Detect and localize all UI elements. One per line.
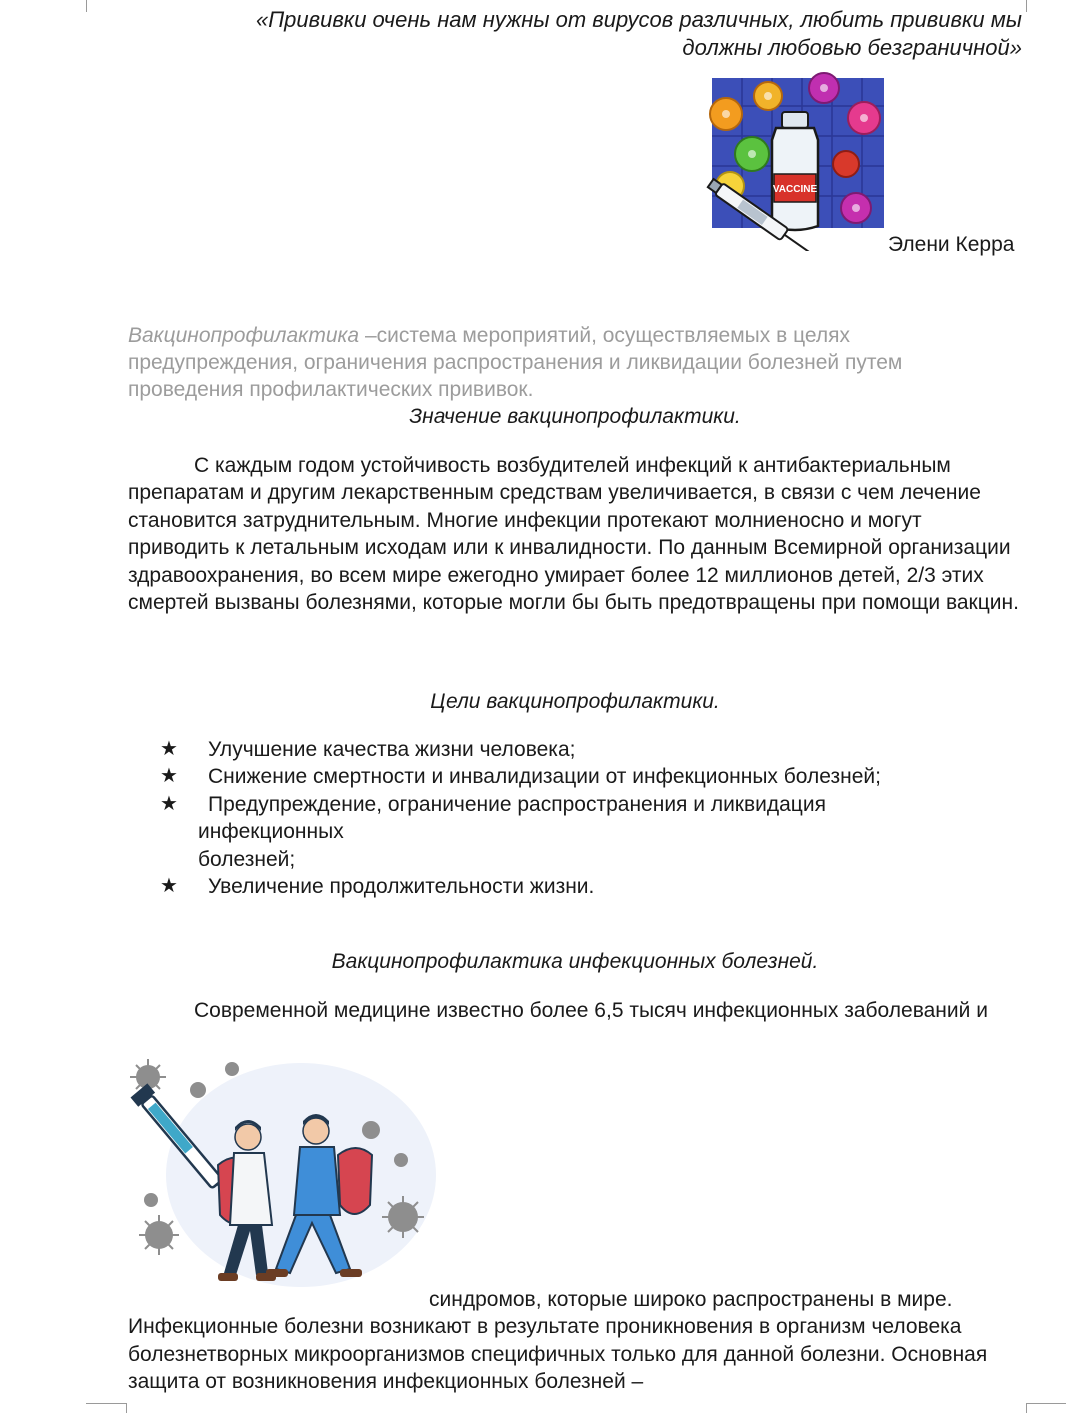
goal-item [160, 736, 1040, 763]
importance-paragraph [128, 452, 1028, 616]
definition-term: Вакцинопрофилактика [128, 324, 360, 347]
vaccine-illustration [696, 66, 891, 251]
goal-item [160, 791, 1040, 873]
goal-text: Предупреждение, ограничение распространения и ликвидация [208, 792, 826, 816]
goal-text-continuation: болезней; [198, 847, 296, 871]
goal-item [160, 873, 1040, 900]
section-heading-goals: Цели вакцинопрофилактики. [430, 690, 720, 713]
crop-mark-bottom-left-h [86, 1403, 126, 1404]
star-bullet-icon: ★ [160, 792, 178, 815]
goal-text-continuation: инфекционных [198, 820, 344, 844]
epigraph-line-1: «Прививки очень нам нужны от вирусов различных, любить прививки мы [255, 7, 1022, 32]
epigraph-line-2: должны любовью безграничной» [682, 35, 1022, 60]
goal-item [160, 763, 1040, 790]
infectious-paragraph-continuation [128, 1286, 1028, 1396]
definition-text: –система мероприятий, осуществляемых в целях предупреждения, ограничения распространения и ликвидации болезней путем проведения профилактических прививок. [128, 324, 903, 401]
star-bullet-icon: ★ [160, 765, 178, 788]
epigraph-quote [142, 6, 1022, 62]
goal-text: Увеличение продолжительности жизни. [208, 875, 595, 899]
infectious-text-first-line: синдромов, которые широко распространены в мире. [429, 1288, 953, 1311]
crop-mark-bottom-right-v [1026, 1403, 1027, 1413]
goal-text: Улучшение качества жизни человека; [208, 738, 576, 761]
epigraph-author: Элени Керра [888, 233, 1015, 256]
section-heading-importance: Значение вакцинопрофилактики. [409, 405, 741, 428]
infectious-text-rest: Инфекционные болезни возникают в результате проникновения в организм человека болезнетворных микроорганизмов специфичных только для данной болезни. Основная защита от возникновения инфекционных болезней – [128, 1315, 988, 1394]
star-bullet-icon: ★ [160, 738, 178, 760]
infectious-paragraph-start [128, 997, 1028, 1024]
crop-mark-top-right [1026, 0, 1027, 12]
definition-paragraph [128, 322, 1008, 403]
infectious-text-start: Современной медицине известно более 6,5 тысяч инфекционных заболеваний и [194, 999, 988, 1022]
goal-text: Снижение смертности и инвалидизации от инфекционных болезней; [208, 765, 881, 789]
doctors-illustration [126, 1055, 436, 1300]
goals-list [160, 736, 1040, 900]
star-bullet-icon: ★ [160, 875, 178, 898]
crop-mark-top-left [86, 0, 87, 12]
vaccine-label: VACCINE [772, 184, 818, 195]
section-heading-infectious: Вакцинопрофилактика инфекционных болезней. [331, 950, 819, 973]
crop-mark-bottom-right-h [1026, 1403, 1066, 1404]
crop-mark-bottom-left-v [126, 1403, 127, 1413]
importance-text: С каждым годом устойчивость возбудителей инфекций к антибактериальным препаратам и другим лекарственным средствам увеличивается, в связи с чем лечение становится затруднительным. Многие инфекции протекают молниеносно и могут приводить к летальным исходам или к инвалидности. По данным Всемирной организации здравоохранения, во всем мире ежегодно умирает более 12 миллионов детей, 2/3 этих смертей вызваны болезнями, которые могли бы быть предотвращены при помощи вакцин. [128, 454, 1019, 615]
